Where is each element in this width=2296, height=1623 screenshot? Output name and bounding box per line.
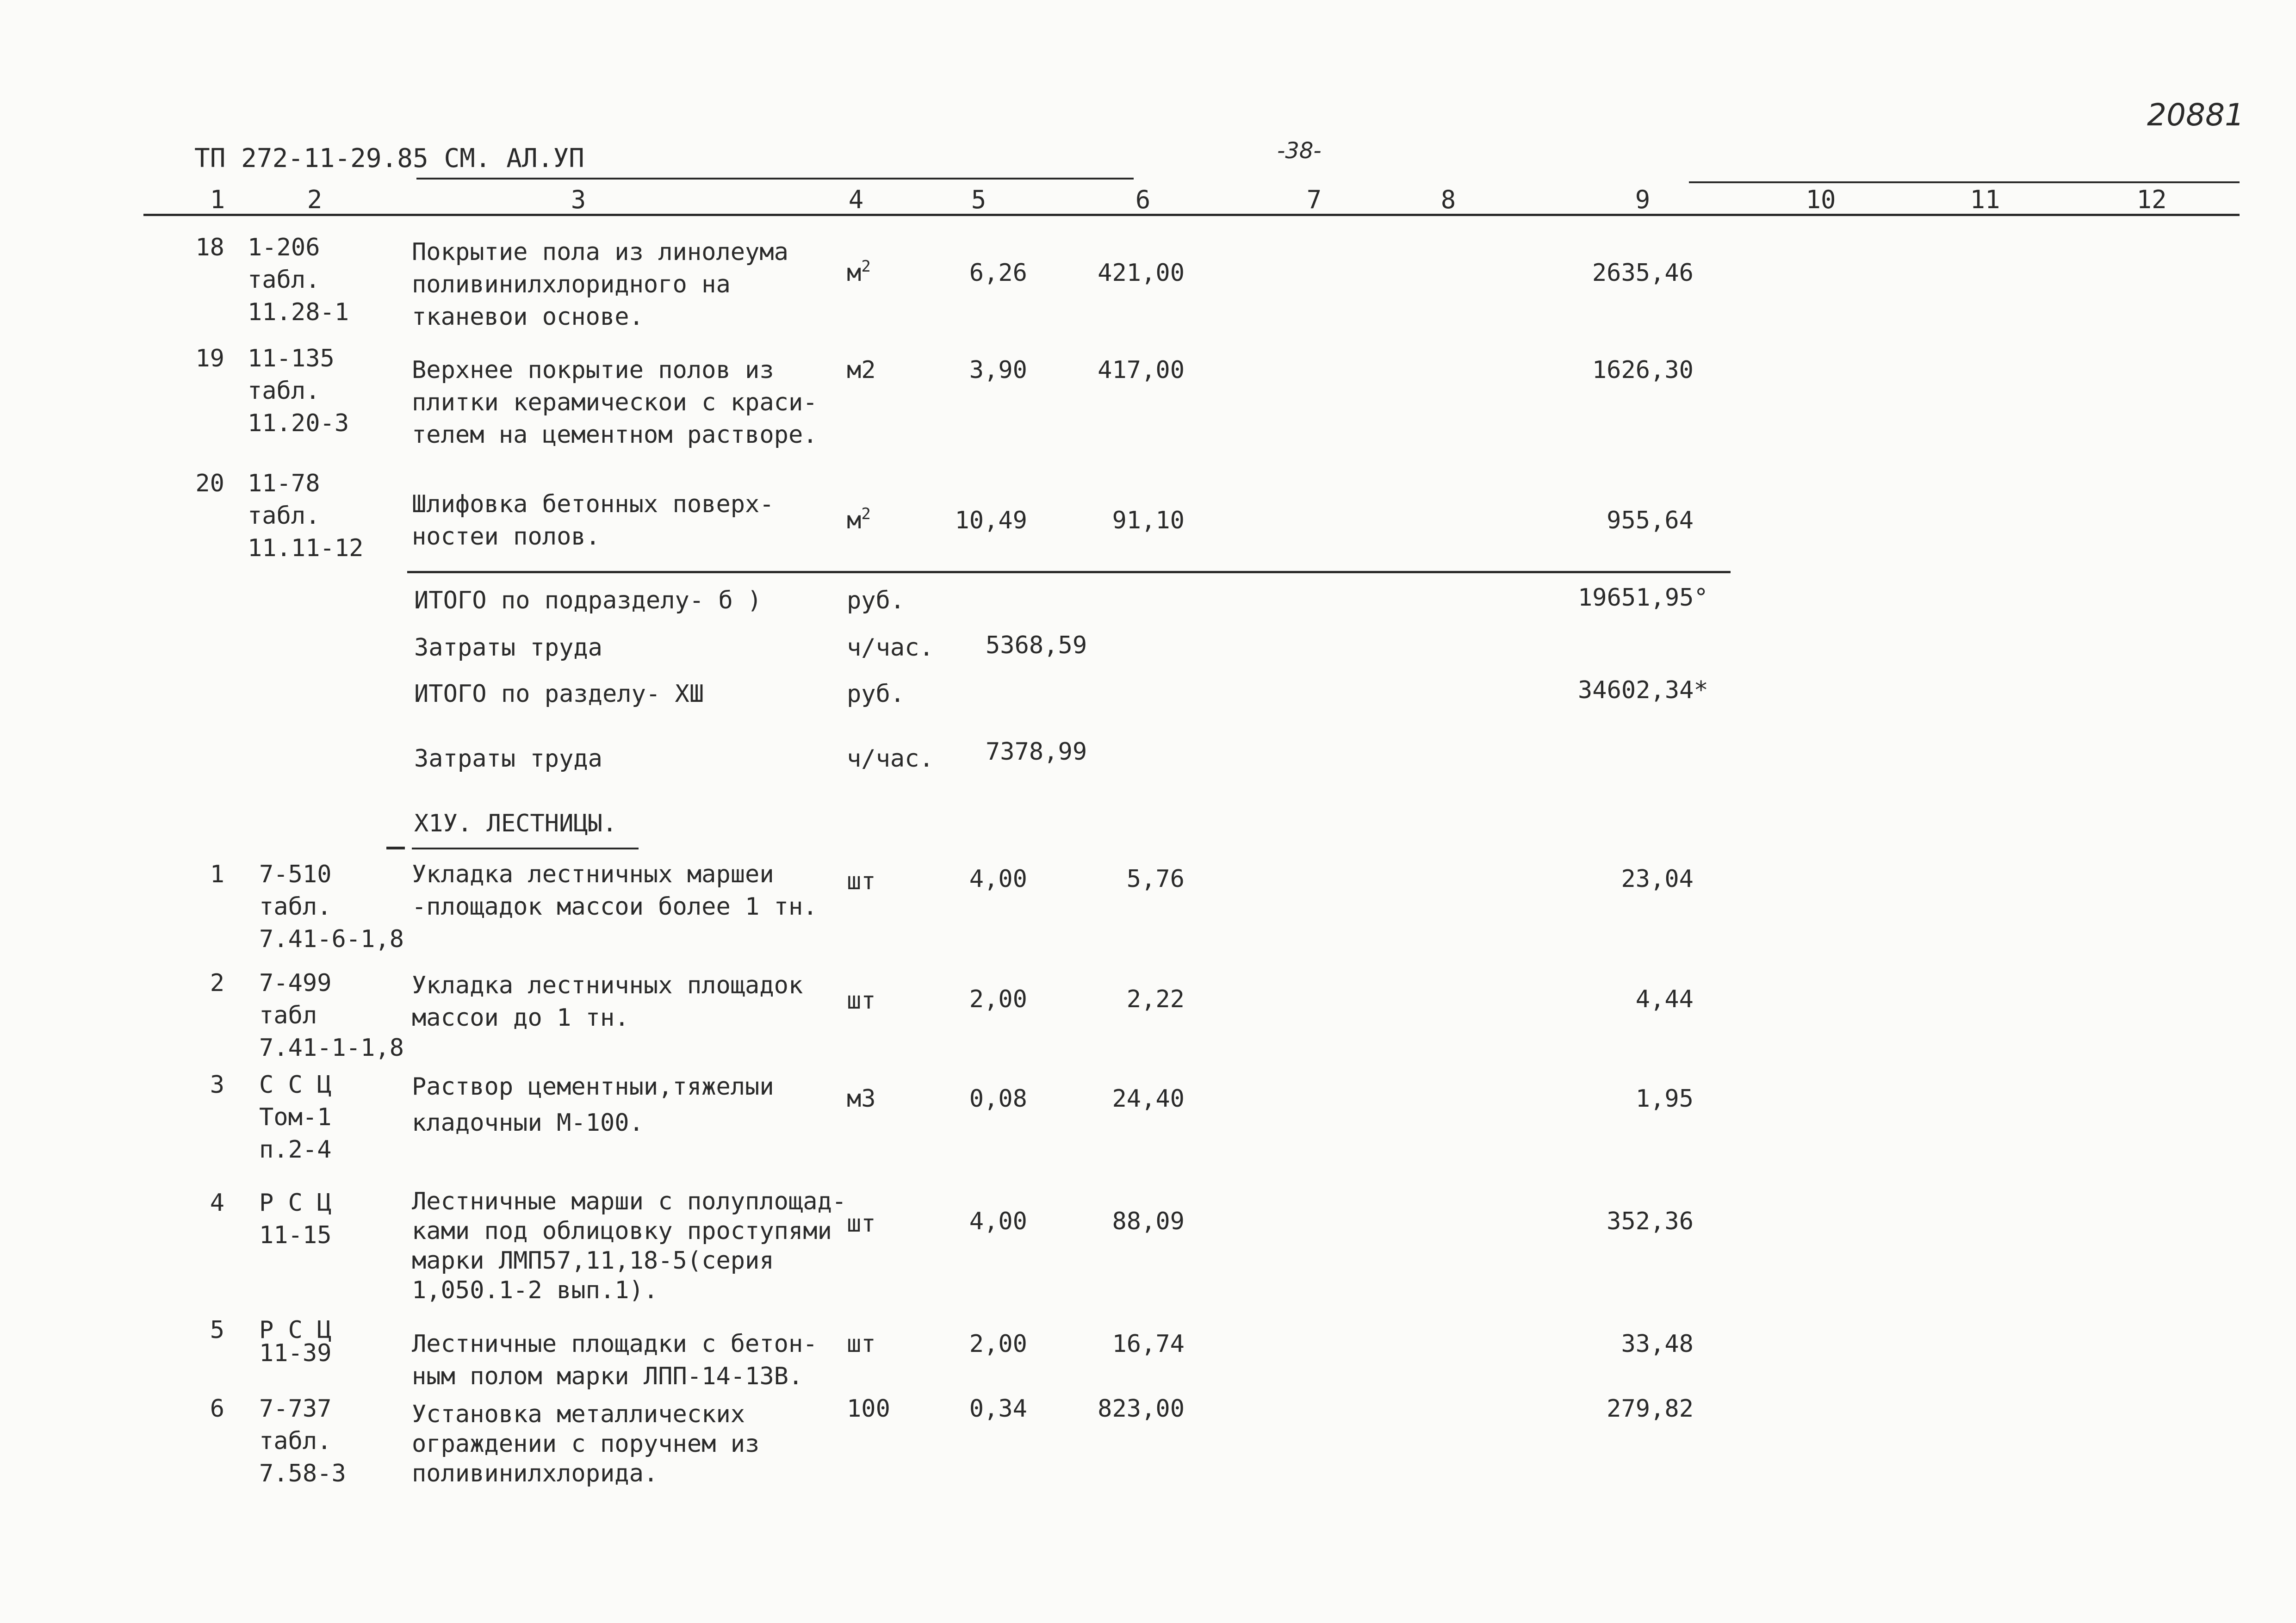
column-number: 2: [307, 185, 323, 214]
unit-price: 16,74: [1112, 1330, 1185, 1358]
summary-unit: руб.: [847, 587, 905, 614]
unit-price: 24,40: [1112, 1085, 1185, 1113]
norm-code: Р С Ц 11-39: [259, 1316, 332, 1367]
page-number: -38-: [1277, 138, 1322, 164]
norm-code: 11-78 табл. 11.11-12: [248, 470, 364, 562]
section-title: Х1У. ЛЕСТНИЦЫ.: [414, 810, 617, 837]
summary-unit: руб.: [847, 680, 905, 708]
total-cost: 955,64: [1607, 507, 1694, 534]
unit-price: 417,00: [1098, 356, 1185, 384]
column-number: 9: [1635, 185, 1651, 214]
norm-code: Р С Ц 11-15: [259, 1189, 332, 1249]
column-number: 5: [971, 185, 987, 214]
unit-price: 823,00: [1098, 1395, 1185, 1423]
row-number: 19: [195, 345, 224, 372]
column-number: 6: [1135, 185, 1151, 214]
unit: шт: [847, 1210, 876, 1238]
unit-price: 88,09: [1112, 1208, 1185, 1235]
unit: шт: [847, 867, 876, 895]
total-cost: 23,04: [1621, 865, 1694, 893]
column-number: 10: [1806, 185, 1836, 214]
norm-code: 7-737 табл. 7.58-3: [259, 1395, 346, 1487]
archive-number: 20881: [2147, 97, 2244, 133]
document-code: ТП 272-11-29.85 СМ. АЛ.УП: [194, 143, 584, 173]
work-description: Лестничные марши с полуплощад- ками под облицовку проступями марки ЛМП57,11,18-5(серия 1,050.1-2 вып.1).: [412, 1188, 847, 1304]
summary-total: 19651,95°: [1578, 584, 1708, 612]
unit: шт: [847, 1330, 876, 1358]
header-rule-top-right: [1689, 181, 2240, 183]
norm-code: С С Ц Том-1 п.2-4: [259, 1071, 332, 1164]
column-number: 8: [1440, 185, 1456, 214]
summary-label: Затраты труда: [414, 745, 602, 773]
row-number: 18: [195, 234, 224, 261]
header-rule-top: [416, 178, 1134, 180]
work-description: Укладка лестничных маршеи -площадок массои более 1 тн.: [412, 861, 818, 921]
quantity: 4,00: [969, 1208, 1027, 1235]
summary-labor: 5368,59: [986, 632, 1087, 659]
column-number: 4: [848, 185, 864, 214]
total-cost: 2635,46: [1592, 259, 1694, 287]
work-description: Верхнее покрытие полов из плитки керамическои с краси- телем на цементном растворе.: [412, 356, 818, 449]
row-number: 1: [210, 861, 224, 888]
work-description: Шлифовка бетонных поверх- ностеи полов.: [412, 490, 774, 551]
row-number: 4: [210, 1189, 224, 1217]
column-number: 11: [1970, 185, 2000, 214]
summary-labor: 7378,99: [986, 738, 1087, 766]
work-description: Лестничные площадки с бетон- ным полом марки ЛПП-14-13В.: [412, 1330, 818, 1390]
unit: $м^2$: [847, 257, 871, 287]
work-description: Раствор цементныи,тяжелыи кладочныи М-100.: [412, 1073, 774, 1137]
total-cost: 33,48: [1621, 1330, 1694, 1358]
norm-code: 7-499 табл 7.41-1-1,8: [259, 969, 404, 1062]
unit-price: 91,10: [1112, 507, 1185, 534]
unit: м3: [847, 1085, 876, 1113]
work-description: Установка металлических ограждении с поручнем из поливинилхлорида.: [412, 1400, 760, 1487]
total-cost: 1,95: [1635, 1085, 1694, 1113]
summary-unit: ч/час.: [847, 745, 934, 773]
section-title-underline: [412, 848, 639, 849]
column-number: 12: [2136, 185, 2167, 214]
total-cost: 4,44: [1635, 985, 1694, 1013]
section-title-underline-tick: [386, 847, 405, 849]
column-number: 7: [1306, 185, 1322, 214]
header-rule-bottom: [143, 214, 2240, 216]
unit: $м^2$: [847, 505, 871, 534]
norm-code: 1-206 табл. 11.28-1: [248, 234, 349, 326]
unit: м2: [847, 356, 876, 384]
total-cost: 279,82: [1607, 1395, 1694, 1423]
unit: 100: [847, 1395, 890, 1423]
unit-price: 5,76: [1126, 865, 1185, 893]
summary-label: ИТОГО по разделу- ХШ: [414, 680, 704, 708]
quantity: 10,49: [955, 507, 1027, 534]
row-number: 2: [210, 969, 224, 997]
norm-code: 11-135 табл. 11.20-3: [248, 345, 349, 437]
work-description: Покрытие пола из линолеума поливинилхлоридного на тканевои основе.: [412, 238, 788, 331]
quantity: 4,00: [969, 865, 1027, 893]
quantity: 3,90: [969, 356, 1027, 384]
subtotal-rule: [407, 571, 1731, 573]
norm-code: 7-510 табл. 7.41-6-1,8: [259, 861, 404, 953]
column-number: 1: [210, 185, 225, 214]
summary-total: 34602,34*: [1578, 676, 1708, 704]
total-cost: 1626,30: [1592, 356, 1694, 384]
row-number: 6: [210, 1395, 224, 1423]
quantity: 2,00: [969, 1330, 1027, 1358]
summary-unit: ч/час.: [847, 634, 934, 662]
total-cost: 352,36: [1607, 1208, 1694, 1235]
unit: шт: [847, 987, 876, 1015]
unit-price: 421,00: [1098, 259, 1185, 287]
column-number: 3: [571, 185, 586, 214]
unit-price: 2,22: [1126, 985, 1185, 1013]
quantity: 2,00: [969, 985, 1027, 1013]
work-description: Укладка лестничных площадок массои до 1 тн.: [412, 972, 803, 1032]
summary-label: ИТОГО по подразделу- б ): [414, 587, 762, 614]
row-number: 5: [210, 1316, 224, 1344]
quantity: 0,34: [969, 1395, 1027, 1423]
summary-label: Затраты труда: [414, 634, 602, 662]
row-number: 3: [210, 1071, 224, 1099]
quantity: 6,26: [969, 259, 1027, 287]
quantity: 0,08: [969, 1085, 1027, 1113]
row-number: 20: [195, 470, 224, 497]
